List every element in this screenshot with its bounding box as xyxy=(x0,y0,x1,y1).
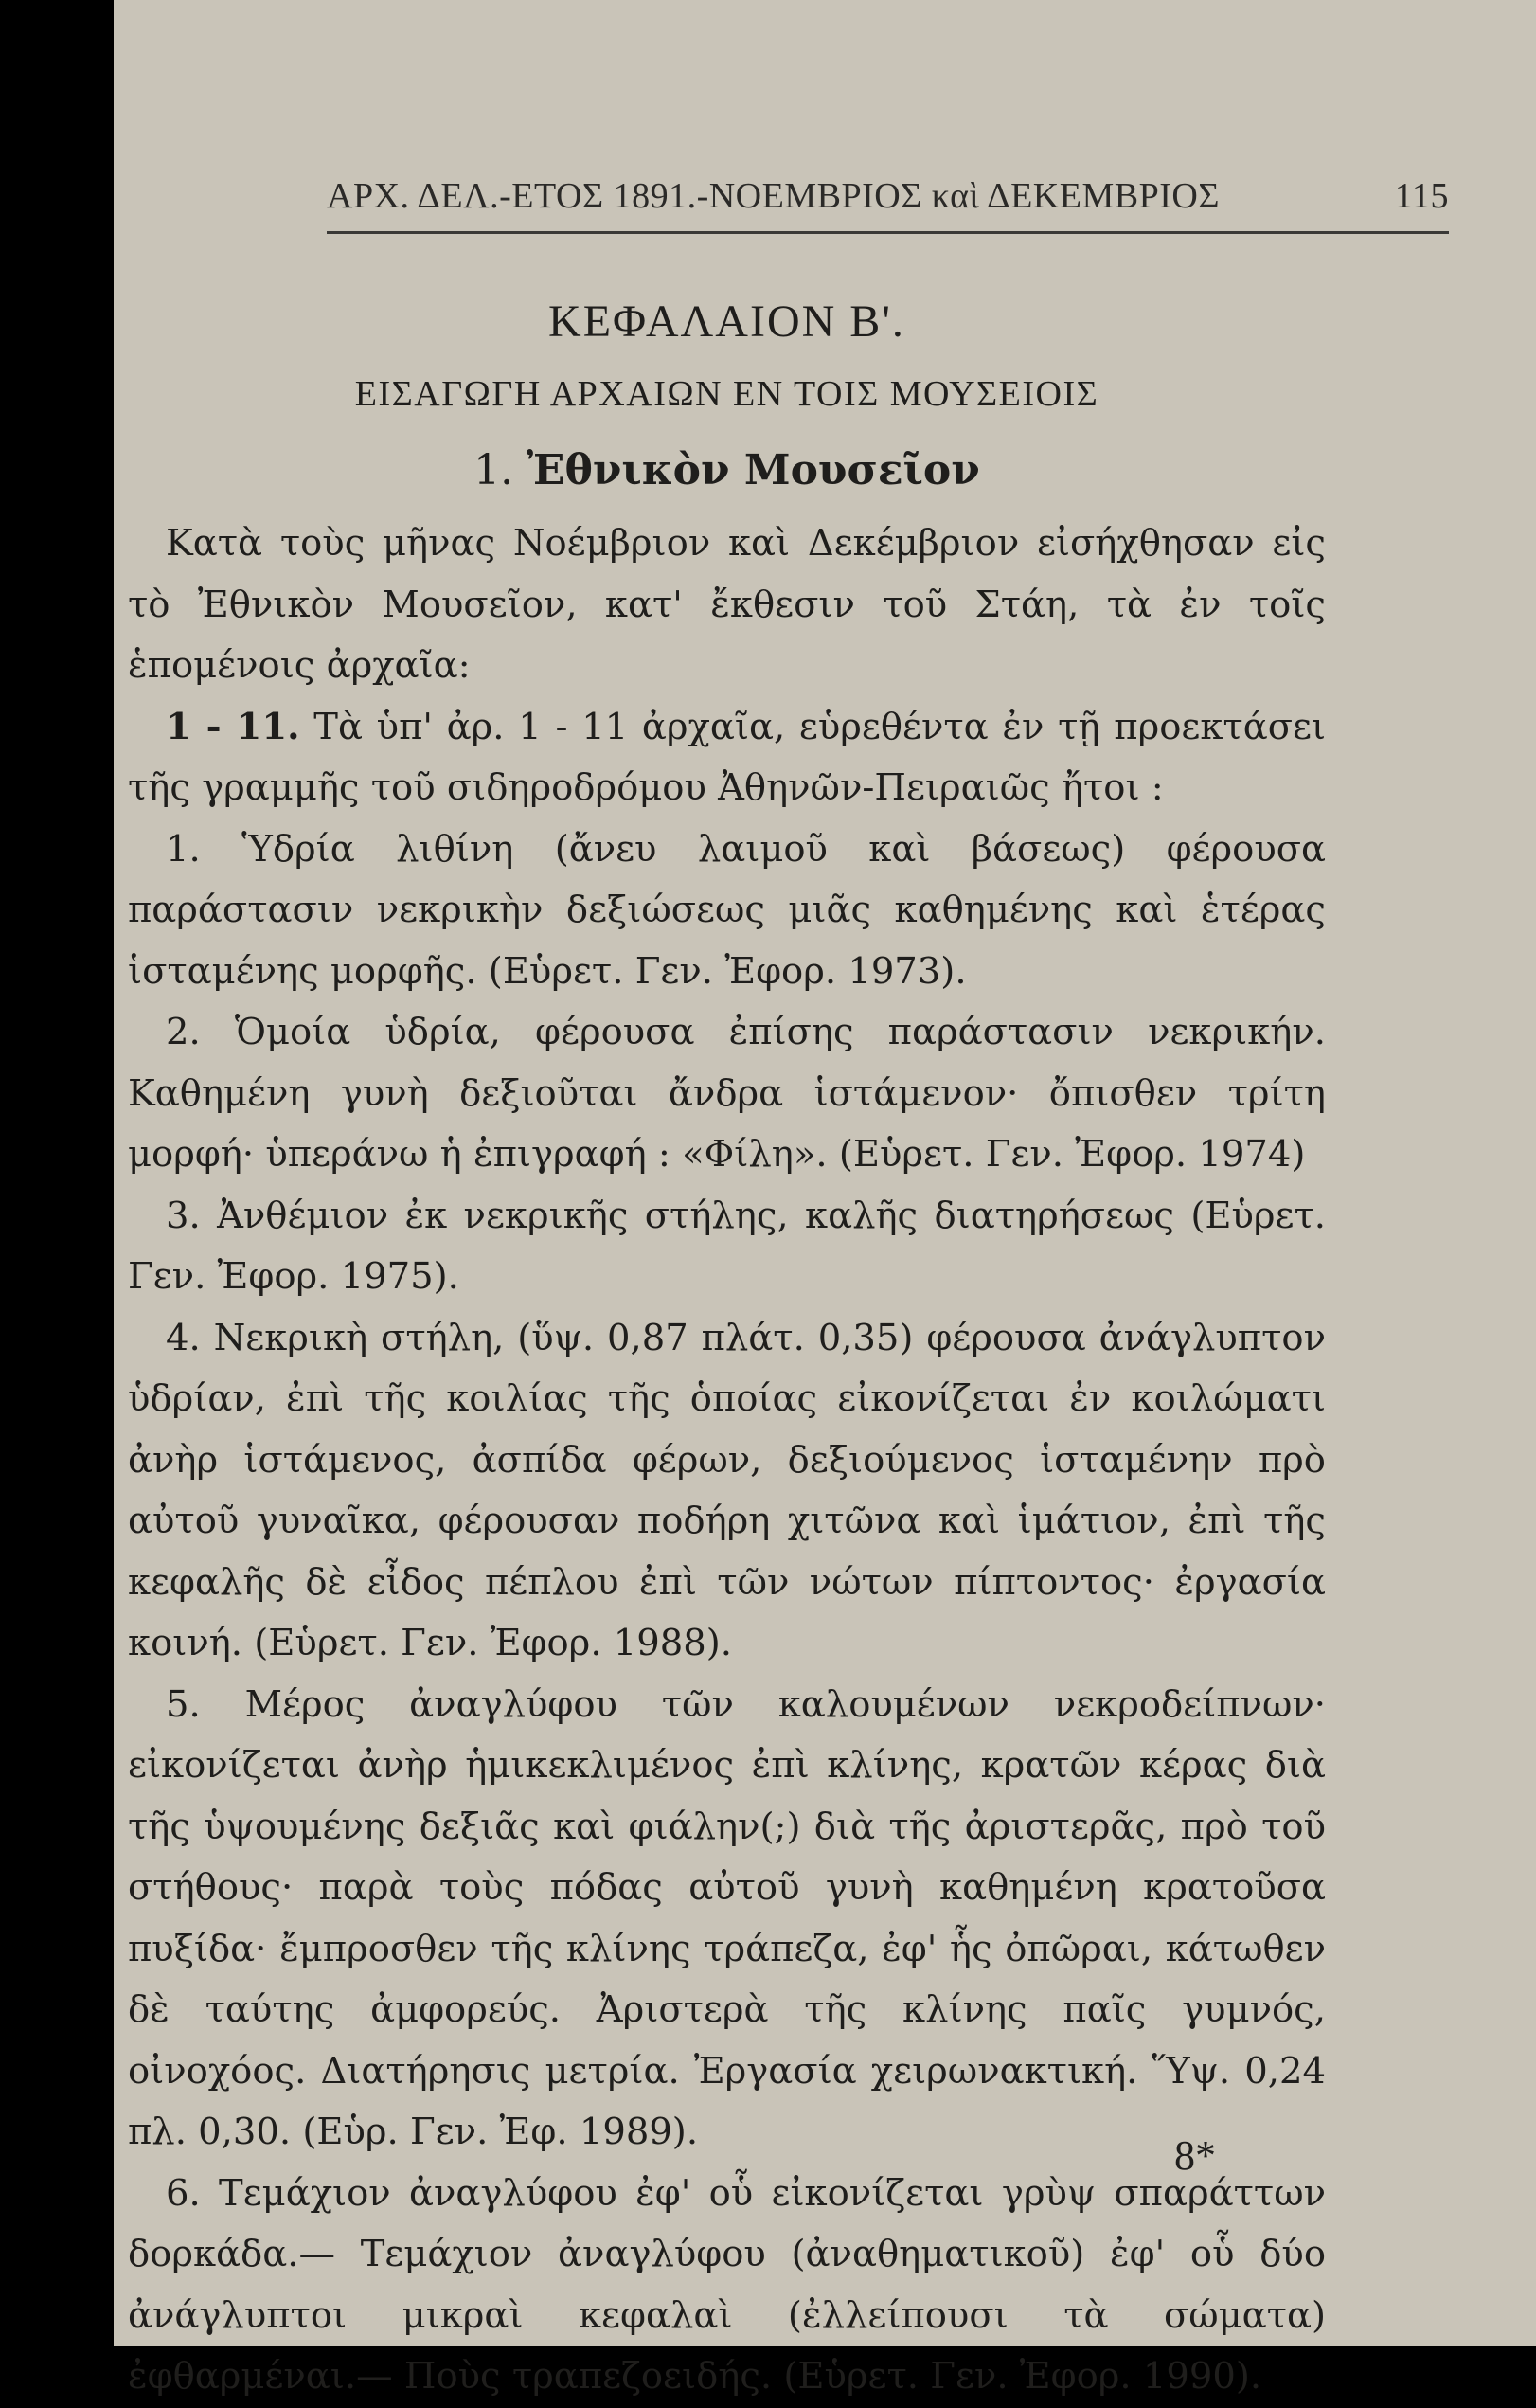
section-heading xyxy=(128,428,1326,513)
running-header xyxy=(327,175,1449,217)
header-rule xyxy=(327,231,1449,234)
section-number: 1. xyxy=(473,446,514,494)
item-paragraph: 3. Ἀνθέμιον ἐκ νεκρικῆς στήλης, καλῆς διατηρήσεως (Εὑρετ. Γεν. Ἐφορ. 1975). xyxy=(128,1194,1326,1298)
item-marker: 1 - 11. xyxy=(166,705,300,748)
item-paragraph: 5. Μέρος ἀναγλύφου τῶν καλουμένων νεκροδείπνων· εἰκονίζεται ἀνὴρ ἡμικεκλιμένος ἐπὶ κλίνης, κρατῶν κέρας διὰ τῆς ὑψουμένης δεξιᾶς καὶ φιάλην(;) διὰ τῆς ἀριστερᾶς, πρὸ τοῦ στήθους· παρὰ τοὺς πόδας αὐτοῦ γυνὴ καθημένη κρατοῦσα πυξίδα· ἔμπροσθεν τῆς κλίνης τράπεζα, ἐφ' ἧς ὀπῶραι, κάτωθεν δὲ ταύτης ἀμφορεύς. Ἀριστερὰ τῆς κλίνης παῖς γυμνός, οἰνοχόος. Διατήρησις μετρία. Ἐργασία χειρωνακτική. Ὕψ. 0,24 πλ. 0,30. (Εὑρ. Γεν. Ἐφ. 1989). xyxy=(128,1682,1326,2153)
item-paragraph: 4. Νεκρικὴ στήλη, (ὕψ. 0,87 πλάτ. 0,35) φέρουσα ἀνάγλυπτον ὑδρίαν, ἐπὶ τῆς κοιλίας τῆς ὁποίας εἰκονίζεται ἐν κοιλώματι ἀνὴρ ἱστάμενος, ἀσπίδα φέρων, δεξιούμενος ἱσταμένην πρὸ αὐτοῦ γυναῖκα, φέρουσαν ποδήρη χιτῶνα καὶ ἱμάτιον, ἐπὶ τῆς κεφαλῆς δὲ εἶδος πέπλου ἐπὶ τῶν νώτων πίπτοντος· ἐργασία κοινή. (Εὑρετ. Γεν. Ἐφορ. 1988). xyxy=(128,1316,1326,1664)
item-text: Τὰ ὑπ' ἀρ. 1 - 11 ἀρχαῖα, εὑρεθέντα ἐν τῇ προεκτάσει τῆς γραμμῆς τοῦ σιδηροδρόμου Ἀθηνῶν-Πειραιῶς ἤτοι : xyxy=(128,705,1327,809)
item-paragraph: 1. Ὑδρία λιθίνη (ἄνευ λαιμοῦ καὶ βάσεως) φέρουσα παράστασιν νεκρικὴν δεξιώσεως μιᾶς καθημένης καὶ ἑτέρας ἱσταμένης μορφῆς. (Εὑρετ. Γεν. Ἐφορ. 1973). xyxy=(128,827,1326,993)
signature-mark: 8* xyxy=(1174,2132,1216,2179)
section-name: Ἐθνικὸν Μουσεῖον xyxy=(527,446,980,494)
page-number: 115 xyxy=(1394,176,1449,216)
item-paragraph: 6. Τεμάχιον ἀναγλύφου ἐφ' οὗ εἰκονίζεται γρὺψ σπαράττων δορκάδα.— Τεμάχιον ἀναγλύφου (ἀναθηματικοῦ) ἐφ' οὗ δύο ἀνάγλυπτοι μικραὶ κεφαλαὶ (ἐλλείπουσι τὰ σώματα) ἐφθαρμέναι.— Ποὺς τραπεζοειδής. (Εὑρετ. Γεν. Ἐφορ. 1990). xyxy=(128,2171,1326,2398)
intro-paragraph: Κατὰ τοὺς μῆνας Νοέμβριον καὶ Δεκέμβριον εἰσήχθησαν εἰς τὸ Ἐθνικὸν Μουσεῖον, κατ' ἔκθεσιν τοῦ Στάη, τὰ ἐν τοῖς ἑπομένοις ἀρχαῖα: xyxy=(128,522,1326,687)
page-body xyxy=(128,284,1326,2408)
running-header-title: ΑΡΧ. ΔΕΛ.-ΕΤΟΣ 1891.-ΝΟΕΜΒΡΙΟΣ καὶ ΔΕΚΕΜΒΡΙΟΣ xyxy=(327,176,1220,216)
item-paragraph xyxy=(128,697,1326,819)
item-paragraph: 2. Ὁμοία ὑδρία, φέρουσα ἐπίσης παράστασιν νεκρικήν. Καθημένη γυνὴ δεξιοῦται ἄνδρα ἱστάμενον· ὄπισθεν τρίτη μορφή· ὑπεράνω ἡ ἐπιγραφή : «Φίλη». (Εὑρετ. Γεν. Ἐφορ. 1974) xyxy=(128,1011,1326,1176)
chapter-subtitle: ΕΙΣΑΓΩΓΗ ΑΡΧΑΙΩΝ ΕΝ ΤΟΙΣ ΜΟΥΣΕΙΟΙΣ xyxy=(354,374,1099,414)
chapter-title: ΚΕΦΑΛΑΙΟΝ Β'. xyxy=(548,297,905,347)
